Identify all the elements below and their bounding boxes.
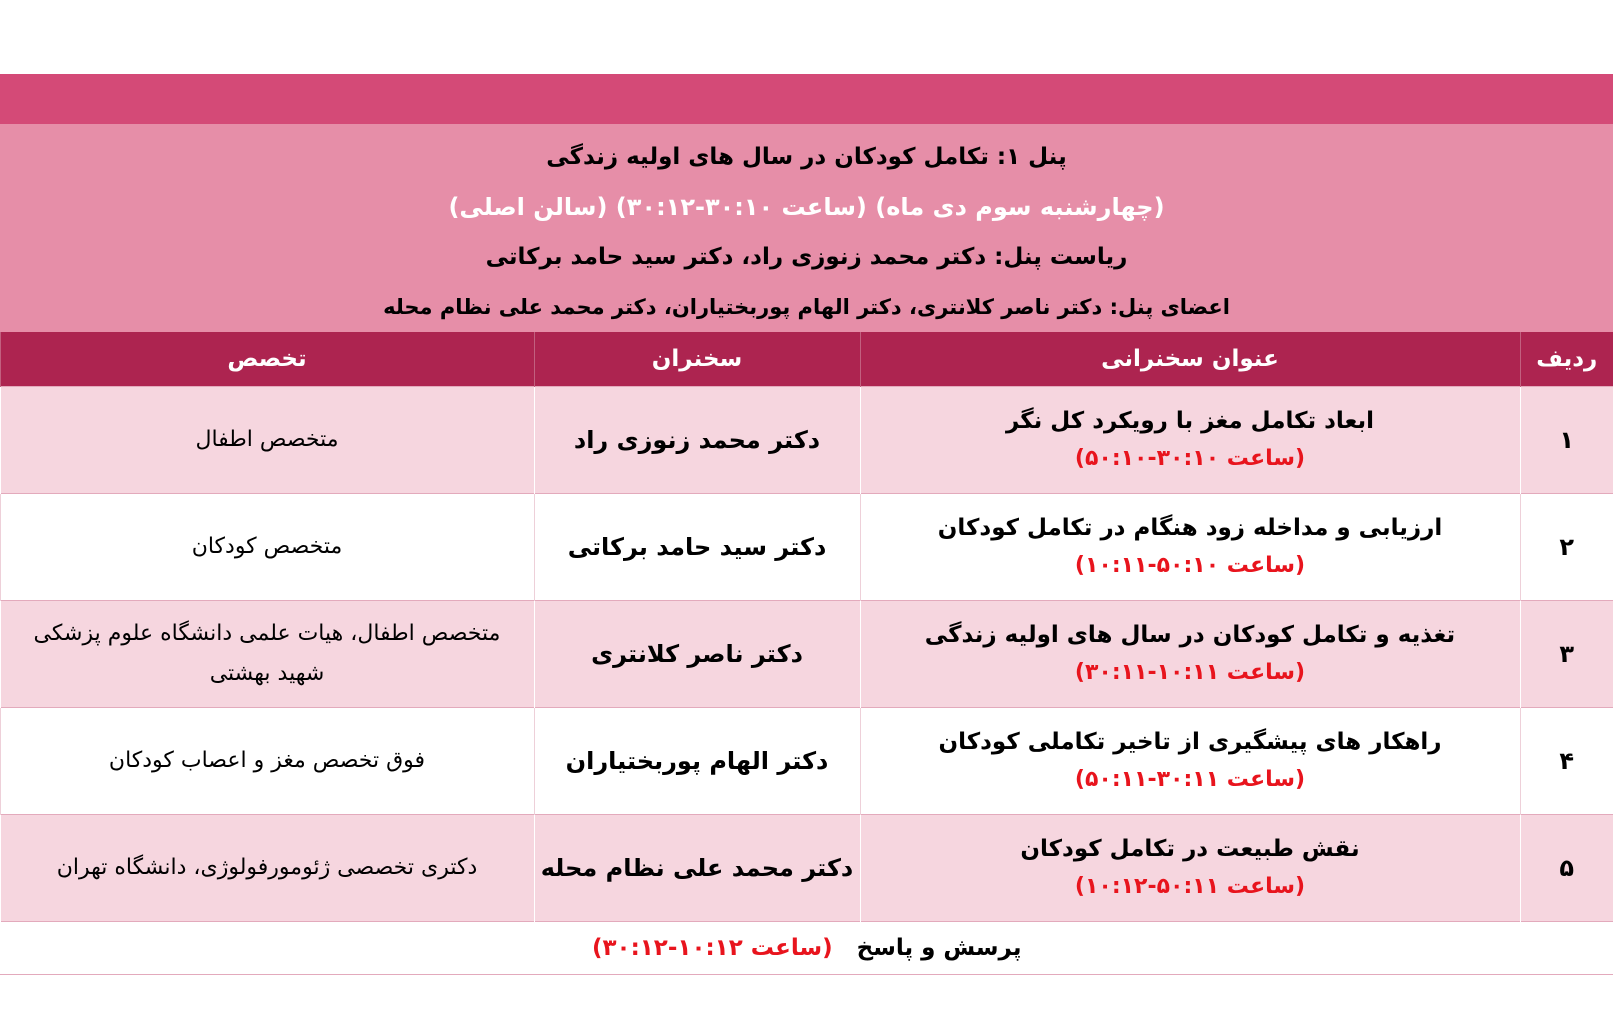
speaker-specialty: متخصص اطفال — [0, 387, 534, 494]
table-row — [0, 387, 1613, 494]
talk-title: نقش طبیعت در تکامل کودکان — [1020, 836, 1360, 862]
qa-cell — [0, 922, 1613, 975]
header-topic: عنوان سخنرانی — [860, 332, 1520, 387]
speaker-name: دکتر سید حامد برکاتی — [534, 494, 860, 601]
header-row — [0, 332, 1613, 387]
header-row-number: ردیف — [1520, 332, 1613, 387]
qa-row — [0, 922, 1613, 975]
row-number: ۱ — [1520, 387, 1613, 494]
talk-time: (ساعت ۳۰:۱۰-۵۰:۱۰) — [1074, 446, 1306, 471]
speaker-name: دکتر الهام پوربختیاران — [534, 708, 860, 815]
table-row — [0, 601, 1613, 708]
talk-cell — [860, 708, 1520, 815]
talk-cell — [860, 494, 1520, 601]
talk-time: (ساعت ۵۰:۱۱-۱۰:۱۲) — [1074, 874, 1306, 899]
speaker-name: دکتر ناصر کلانتری — [534, 601, 860, 708]
table-row — [0, 494, 1613, 601]
row-number: ۵ — [1520, 815, 1613, 922]
talk-title: راهکار های پیشگیری از تاخیر تکاملی کودکان — [938, 729, 1442, 755]
talk-time: (ساعت ۳۰:۱۱-۵۰:۱۱) — [1074, 767, 1306, 792]
panel-members: اعضای پنل: دکتر ناصر کلانتری، دکتر الهام پوربختیاران، دکتر محمد علی نظام محله — [383, 295, 1230, 319]
speaker-specialty: فوق تخصص مغز و اعصاب کودکان — [0, 708, 534, 815]
row-number: ۲ — [1520, 494, 1613, 601]
speaker-specialty: متخصص کودکان — [0, 494, 534, 601]
talk-cell — [860, 601, 1520, 708]
panel-title: پنل ۱: تکامل کودکان در سال های اولیه زندگی — [546, 144, 1067, 170]
speaker-specialty: متخصص اطفال، هیات علمی دانشگاه علوم پزشکی شهید بهشتی — [0, 601, 534, 708]
schedule-table — [0, 332, 1613, 975]
header-speaker: سخنران — [534, 332, 860, 387]
table-row — [0, 708, 1613, 815]
talk-cell — [860, 815, 1520, 922]
speaker-specialty: دکتری تخصصی ژئومورفولوژی، دانشگاه تهران — [0, 815, 534, 922]
table-row — [0, 815, 1613, 922]
talk-cell — [860, 387, 1520, 494]
talk-time: (ساعت ۵۰:۱۰-۱۰:۱۱) — [1074, 553, 1306, 578]
talk-time: (ساعت ۱۰:۱۱-۳۰:۱۱) — [1074, 660, 1306, 685]
header-specialty: تخصص — [0, 332, 534, 387]
talk-title: تغذیه و تکامل کودکان در سال های اولیه زندگی — [924, 622, 1456, 648]
top-band — [0, 74, 1613, 124]
panel-chair: ریاست پنل: دکتر محمد زنوزی راد، دکتر سید حامد برکاتی — [485, 244, 1128, 270]
row-number: ۳ — [1520, 601, 1613, 708]
panel-info — [0, 124, 1613, 332]
speaker-name: دکتر محمد علی نظام محله — [534, 815, 860, 922]
qa-time: (ساعت ۱۰:۱۲-۳۰:۱۲) — [591, 935, 833, 961]
speaker-name: دکتر محمد زنوزی راد — [534, 387, 860, 494]
talk-title: ابعاد تکامل مغز با رویکرد کل نگر — [1005, 408, 1375, 434]
row-number: ۴ — [1520, 708, 1613, 815]
talk-title: ارزیابی و مداخله زود هنگام در تکامل کودکان — [937, 515, 1443, 541]
panel-time: (چهارشنبه سوم دی ماه) (ساعت ۳۰:۱۰-۳۰:۱۲) (سالن اصلی) — [448, 193, 1165, 221]
program-sheet — [0, 74, 1613, 975]
qa-label: پرسش و پاسخ — [856, 935, 1022, 961]
